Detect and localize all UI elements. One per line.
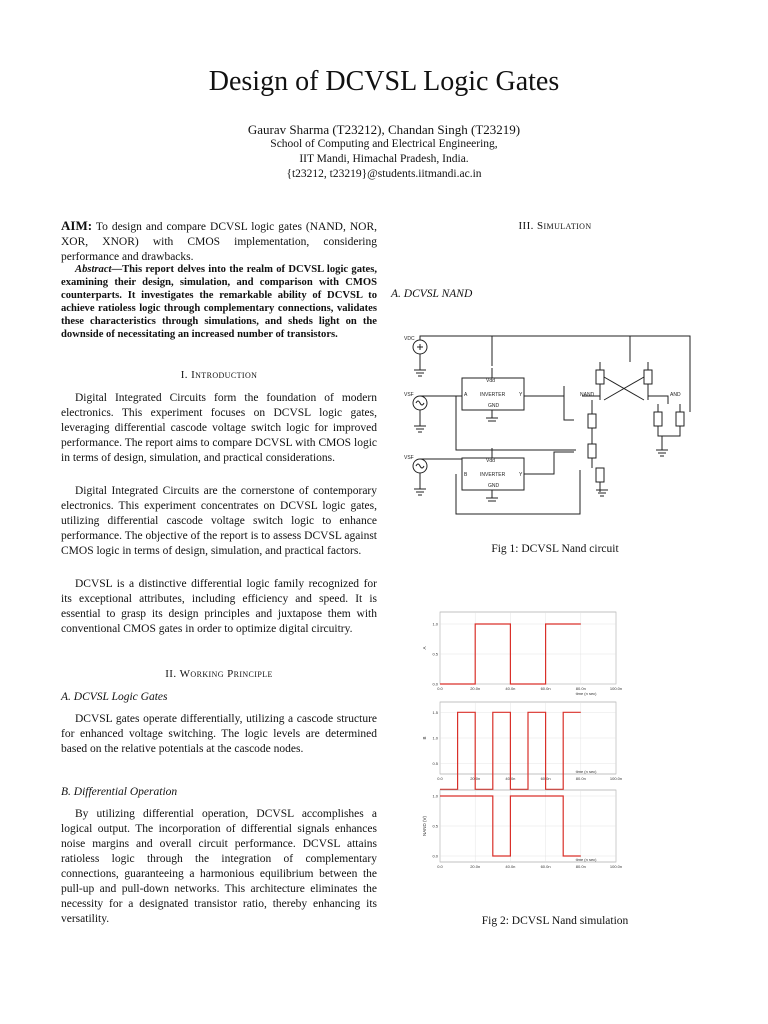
y-tick-label: 1.5 bbox=[432, 709, 438, 715]
intro-paragraph-1: Digital Integrated Circuits form the foundation of modern electronics. This experiment focuses on DCVSL logic gates, leveraging differential cascode voltage switch logic for improved performance. The report aims to compare DCVSL with CMOS logic in terms of design, simulation, and practical considerations. bbox=[61, 392, 377, 464]
subsection-heading-b: B. Differential Operation bbox=[61, 786, 178, 798]
nand-node-label: NAND bbox=[580, 392, 595, 398]
section-title: Working Principle bbox=[179, 668, 273, 680]
aim-label: AIM: bbox=[61, 218, 93, 233]
y-tick-label: 1.0 bbox=[432, 735, 438, 741]
sim-panel-1 bbox=[422, 612, 622, 696]
inverter-label-2: INVERTER bbox=[480, 472, 506, 478]
section-heading-working-principle bbox=[61, 668, 377, 680]
intro-paragraph-2: Digital Integrated Circuits are the cornerstone of contemporary electronics. This experiment concentrates on DCVSL logic gates, utilizing differential cascode voltage switch logic to enhance performance. The objective of the report is to assess DCVSL against CMOS logic in terms of design, simulation, and practical factors. bbox=[61, 485, 377, 557]
b-pin-label: B bbox=[464, 472, 468, 478]
x-tick-label: 40.0n bbox=[505, 776, 516, 781]
x-tick-label: 0.0 bbox=[437, 686, 443, 691]
intro-paragraph-3: DCVSL is a distinctive differential logic family recognized for its exceptional attributes, including efficiency and speed. It is essential to grasp its design principles and juxtapose them with conventional CMOS gates in order to optimize digital circuitry. bbox=[61, 578, 377, 635]
section-title: Introduction bbox=[191, 369, 258, 381]
dcvsl-nand-simulation-plots bbox=[420, 612, 623, 872]
x-tick-label: 80.0n bbox=[575, 686, 586, 691]
y-tick-label: 1.0 bbox=[432, 793, 438, 799]
vsf-label-b: VSF bbox=[404, 455, 414, 461]
subsection-heading-a: A. DCVSL Logic Gates bbox=[61, 691, 168, 703]
abstract-text: —This report delves into the realm of DCVSL logic gates, examining their design, simulation, and comparison with CMOS counterparts. It investigates the remarkable ability of DCVSL to achieve ratioless logic through complementary connections, validates these characteristics through simulations, and sheds light on the downside of necessitating an increased number of transistors. bbox=[61, 264, 377, 340]
y-tick-label: 1.0 bbox=[432, 621, 438, 627]
vdd-label-1: Vdd bbox=[486, 378, 495, 384]
a-pin-label-1: A bbox=[464, 392, 468, 398]
section-number: I. bbox=[180, 369, 188, 381]
y-axis-label: NAND (V) bbox=[422, 816, 427, 836]
subsection-a-paragraph: DCVSL gates operate differentially, utilizing a cascode structure for enhanced voltage switching. The logic levels are determined based on the relative potentials at the cascode nodes. bbox=[61, 713, 377, 755]
inverter-label-1: INVERTER bbox=[480, 392, 506, 398]
x-tick-label: 100.0n bbox=[609, 686, 623, 691]
email: {t23212, t23219}@students.iitmandi.ac.in bbox=[286, 168, 482, 180]
section-number: II. bbox=[165, 668, 177, 680]
vdd-label-2: Vdd bbox=[486, 458, 495, 464]
x-tick-label: 100.0n bbox=[609, 776, 623, 781]
abstract-label: Abstract bbox=[75, 264, 112, 275]
abstract-paragraph bbox=[61, 263, 377, 341]
x-tick-label: 0.0 bbox=[437, 776, 443, 781]
section-number: III. bbox=[518, 220, 534, 232]
plot-frame bbox=[440, 612, 616, 684]
aim-paragraph bbox=[61, 218, 377, 265]
y-pin-label-1: Y bbox=[519, 392, 523, 398]
x-tick-label: 20.0n bbox=[470, 864, 481, 869]
x-tick-label: 60.0n bbox=[540, 776, 551, 781]
x-tick-label: 60.0n bbox=[540, 686, 551, 691]
signal-trace bbox=[440, 712, 581, 789]
fig1-caption: Fig 1: DCVSL Nand circuit bbox=[491, 543, 619, 555]
x-axis-label: time (n sec) bbox=[575, 769, 597, 774]
x-axis-label: time (n sec) bbox=[575, 857, 597, 862]
and-node-label: AND bbox=[670, 392, 681, 398]
affiliation-line-1: School of Computing and Electrical Engineering, bbox=[270, 138, 498, 150]
x-tick-label: 60.0n bbox=[540, 864, 551, 869]
y-pin-label-2: Y bbox=[519, 472, 523, 478]
paper-title: Design of DCVSL Logic Gates bbox=[208, 66, 560, 97]
dcvsl-nand-circuit-diagram bbox=[400, 330, 700, 520]
subsection-b-paragraph: By utilizing differential operation, DCVSL accomplishes a logical output. The incorporation of differential signals enhances noise margins and overall circuit performance. DCVSL attains ratioless logic through the integration of complementary connections, guaranteeing a harmonious equilibrium between the pull-up and pull-down networks. This architecture eliminates the necessity for a designated transistor ratio, thereby enhancing its versatility. bbox=[61, 808, 377, 925]
sim-panel-3 bbox=[422, 790, 622, 869]
fig2-caption: Fig 2: DCVSL Nand simulation bbox=[481, 915, 629, 927]
y-tick-label: 0.0 bbox=[432, 853, 438, 859]
x-tick-label: 0.0 bbox=[437, 864, 443, 869]
subsection-heading-dcvsl-nand: A. DCVSL NAND bbox=[391, 288, 473, 300]
y-tick-label: 0.5 bbox=[432, 823, 438, 829]
vdc-label: VDC bbox=[404, 336, 415, 342]
x-tick-label: 80.0n bbox=[575, 776, 586, 781]
vsf-label-a: VSF bbox=[404, 392, 414, 398]
section-title: Simulation bbox=[536, 220, 592, 232]
x-tick-label: 40.0n bbox=[505, 864, 516, 869]
section-heading-simulation bbox=[400, 220, 710, 232]
y-tick-label: 0.5 bbox=[432, 651, 438, 657]
gnd-label-2: GND bbox=[488, 483, 500, 489]
authors: Gaurav Sharma (T23212), Chandan Singh (T23219) bbox=[247, 122, 521, 137]
x-tick-label: 20.0n bbox=[470, 776, 481, 781]
y-axis-label: A bbox=[422, 646, 427, 650]
x-tick-label: 100.0n bbox=[609, 864, 623, 869]
x-tick-label: 20.0n bbox=[470, 686, 481, 691]
aim-text: To design and compare DCVSL logic gates (NAND, NOR, XOR, XNOR) with CMOS implementation, considering performance and drawbacks. bbox=[61, 221, 377, 263]
y-tick-label: 0.0 bbox=[432, 681, 438, 687]
sim-panel-2 bbox=[422, 702, 622, 789]
y-tick-label: 0.5 bbox=[432, 761, 438, 767]
x-axis-label: time (n sec) bbox=[575, 691, 597, 696]
y-axis-label: B bbox=[422, 736, 427, 740]
section-heading-introduction bbox=[61, 369, 377, 381]
gnd-label-1: GND bbox=[488, 403, 500, 409]
affiliation-line-2: IIT Mandi, Himachal Pradesh, India. bbox=[299, 153, 469, 165]
x-tick-label: 40.0n bbox=[505, 686, 516, 691]
x-tick-label: 80.0n bbox=[575, 864, 586, 869]
